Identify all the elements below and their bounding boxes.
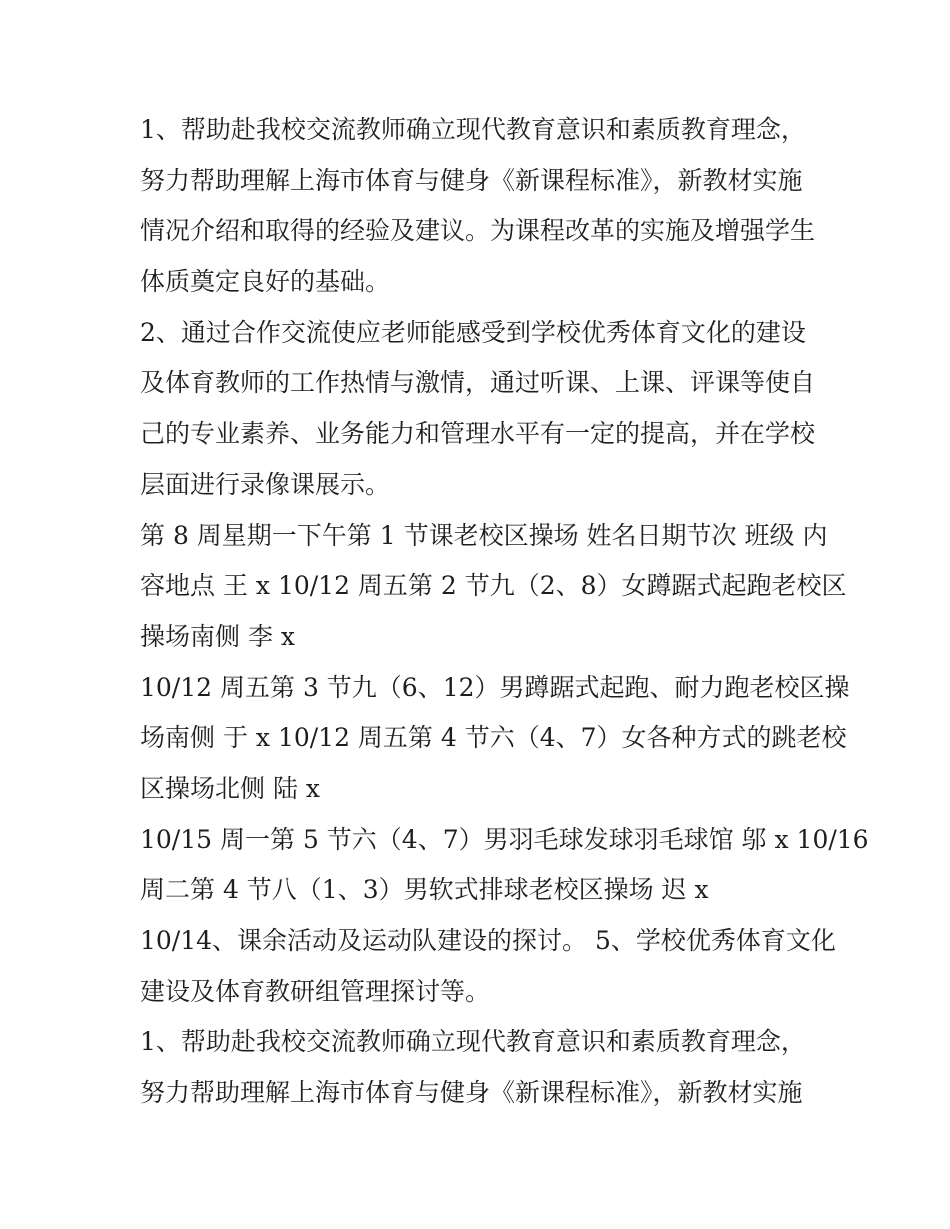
text-line: 努力帮助理解上海市体育与健身《新课程标准》，新教材实施 xyxy=(140,1078,803,1108)
text-line: 努力帮助理解上海市体育与健身《新课程标准》，新教材实施 xyxy=(140,165,803,195)
text-line: 第 8 周星期一下午第 1 节课老校区操场 姓名日期节次 班级 内 xyxy=(140,520,828,550)
text-line: 1、帮助赴我校交流教师确立现代教育意识和素质教育理念， xyxy=(140,115,806,144)
text-line: 己的专业素养、业务能力和管理水平有一定的提高，并在学校 xyxy=(140,419,816,449)
text-line: 操场南侧 李 x xyxy=(140,621,295,651)
text-line: 周二第 4 节八（1、3）男软式排球老校区操场 迟 x xyxy=(140,875,709,905)
text-line: 及体育教师的工作热情与激情，通过听课、上课、评课等使自 xyxy=(140,368,816,398)
text-line: 区操场北侧 陆 x xyxy=(140,773,320,803)
text-line: 容地点 王 x 10/12 周五第 2 节九（2、8）女蹲踞式起跑老校区 xyxy=(140,571,847,601)
text-line: 2、通过合作交流使应老师能感受到学校优秀体育文化的建设 xyxy=(140,317,806,347)
text-line: 体质奠定良好的基础。 xyxy=(140,267,391,297)
document-body xyxy=(140,105,869,1119)
text-line: 10/12 周五第 3 节九（6、12）男蹲踞式起跑、耐力跑老校区操 xyxy=(140,672,850,702)
text-line: 建设及体育教研组管理探讨等。 xyxy=(140,976,491,1006)
text-line: 层面进行录像课展示。 xyxy=(140,469,391,499)
text-line: 1、帮助赴我校交流教师确立现代教育意识和素质教育理念， xyxy=(140,1027,806,1057)
text-line: 10/15 周一第 5 节六（4、7）男羽毛球发球羽毛球馆 邬 x 10/16 xyxy=(140,824,869,854)
text-line: 场南侧 于 x 10/12 周五第 4 节六（4、7）女各种方式的跳老校 xyxy=(140,723,847,753)
text-line: 10/14、课余活动及运动队建设的探讨。 5、学校优秀体育文化 xyxy=(140,926,836,955)
text-line: 情况介绍和取得的经验及建议。为课程改革的实施及增强学生 xyxy=(140,216,816,246)
